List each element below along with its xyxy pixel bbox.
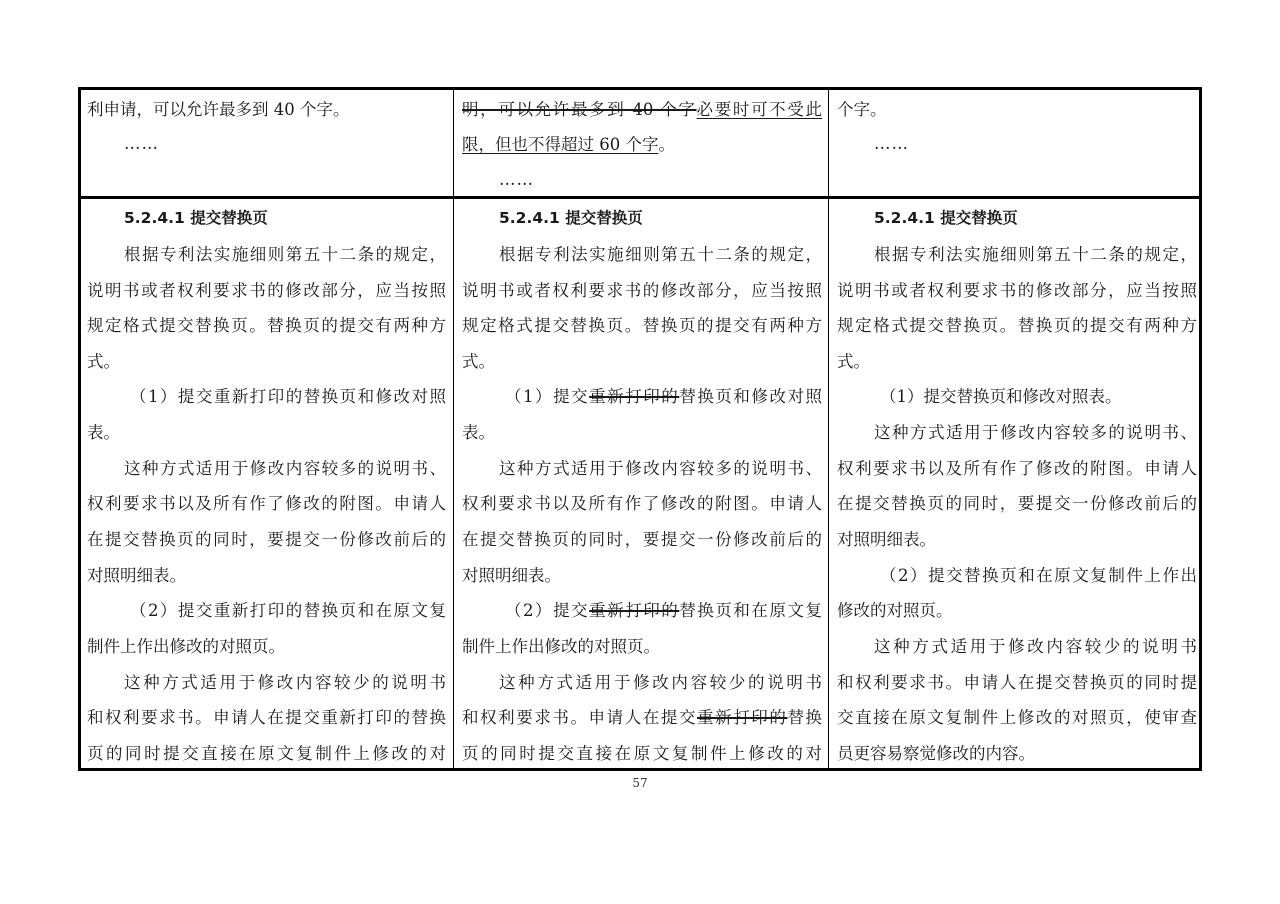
text-line: 利申请，可以允许最多到 40 个字。: [87, 100, 350, 119]
text-line: 权利要求书以及所有作了修改的附图。申请人: [87, 494, 446, 513]
text-line: 权利要求书以及所有作了修改的附图。申请人: [837, 459, 1197, 478]
ellipsis: ……: [499, 170, 534, 189]
text-line: 根据专利法实施细则第五十二条的规定，: [124, 245, 446, 264]
text-line: [462, 593, 822, 629]
ellipsis: ……: [124, 134, 159, 153]
text-line: [462, 127, 822, 163]
text-line: 这种方式适用于修改内容较少的说明书: [874, 637, 1197, 656]
text-line: [462, 700, 822, 736]
text-line: 交直接在原文复制件上修改的对照页，使审查: [837, 708, 1197, 727]
text-segment: 和权利要求书。申请人在提交: [462, 708, 698, 727]
text-line: 页的同时提交直接在原文复制件上修改的对: [462, 744, 822, 763]
comparison-table: [78, 87, 1202, 771]
text-line: 制件上作出修改的对照页。: [87, 637, 285, 656]
text-segment: （1）提交: [505, 387, 590, 406]
text-line: 制件上作出修改的对照页。: [462, 637, 660, 656]
ellipsis: ……: [874, 134, 909, 153]
column-divider-1: [453, 90, 454, 768]
top-cell-col3: [837, 90, 1197, 194]
text-line: （1）提交重新打印的替换页和修改对照: [130, 387, 446, 406]
text-line: 在提交替换页的同时，要提交一份修改前后的: [462, 530, 822, 549]
text-line: 这种方式适用于修改内容较少的说明书: [499, 673, 822, 692]
struck-text: 重新打印的: [589, 601, 680, 620]
text-line: （2）提交重新打印的替换页和在原文复: [130, 601, 446, 620]
text-line: 说明书或者权利要求书的修改部分，应当按照: [837, 281, 1197, 300]
section-heading: 5.2.4.1 提交替换页: [499, 209, 643, 227]
text-line: （1）提交替换页和修改对照表。: [880, 387, 1122, 406]
top-cell-col1: [87, 90, 445, 194]
text-line: 规定格式提交替换页。替换页的提交有两种方: [462, 316, 822, 335]
cell-col1: [87, 199, 446, 769]
text-segment: （2）提交: [505, 601, 590, 620]
text-line: 规定格式提交替换页。替换页的提交有两种方: [837, 316, 1197, 335]
text-line: 根据专利法实施细则第五十二条的规定，: [499, 245, 822, 264]
text-segment: 替换页和在原文复: [679, 601, 822, 620]
page-number: 57: [632, 776, 648, 790]
text-line: 说明书或者权利要求书的修改部分，应当按照: [462, 281, 822, 300]
text-segment: 替换: [787, 708, 822, 727]
text-line: 这种方式适用于修改内容较多的说明书、: [499, 459, 822, 478]
text-line: 在提交替换页的同时，要提交一份修改前后的: [87, 530, 446, 549]
section-heading: 5.2.4.1 提交替换页: [874, 209, 1018, 227]
text-segment: 替换页和修改对照: [679, 387, 822, 406]
text-line: [462, 92, 822, 128]
text-line: 说明书或者权利要求书的修改部分，应当按照: [87, 281, 446, 300]
column-divider-2: [828, 90, 829, 768]
top-cell-col2: [462, 90, 822, 194]
text-line: （2）提交替换页和在原文复制件上作出: [880, 566, 1197, 585]
struck-text: 明，可以允许最多到 40 个字: [462, 100, 697, 119]
text-line: 个字。: [837, 100, 887, 119]
text-line: 式。: [87, 352, 120, 371]
text-line: 页的同时提交直接在原文复制件上修改的对: [87, 744, 446, 763]
text-line: 对照明细表。: [87, 566, 186, 585]
text-line: 权利要求书以及所有作了修改的附图。申请人: [462, 494, 822, 513]
text-line: 表。: [87, 423, 120, 442]
inserted-text: 必要时可不受此: [696, 100, 822, 119]
inserted-text: 限，但也不得超过 60 个字: [462, 135, 659, 154]
text-line: 表。: [462, 423, 495, 442]
struck-text: 重新打印的: [589, 387, 680, 406]
section-heading: 5.2.4.1 提交替换页: [124, 209, 268, 227]
text-tail: 。: [658, 135, 675, 154]
text-line: 和权利要求书。申请人在提交重新打印的替换: [87, 708, 446, 727]
struck-text: 重新打印的: [697, 708, 788, 727]
text-line: 根据专利法实施细则第五十二条的规定，: [874, 245, 1197, 264]
text-line: [462, 379, 822, 415]
cell-col2: [462, 199, 822, 769]
text-line: 在提交替换页的同时，要提交一份修改前后的: [837, 494, 1197, 513]
text-line: 和权利要求书。申请人在提交替换页的同时提: [837, 673, 1197, 692]
text-line: 这种方式适用于修改内容较多的说明书、: [874, 423, 1197, 442]
text-line: 员更容易察觉修改的内容。: [837, 744, 1035, 763]
text-line: 式。: [837, 352, 870, 371]
text-line: 对照明细表。: [837, 530, 936, 549]
text-line: 式。: [462, 352, 495, 371]
text-line: 这种方式适用于修改内容较多的说明书、: [124, 459, 446, 478]
cell-col3: [837, 199, 1197, 769]
text-line: 规定格式提交替换页。替换页的提交有两种方: [87, 316, 446, 335]
text-line: 修改的对照页。: [837, 601, 953, 620]
text-line: 对照明细表。: [462, 566, 561, 585]
text-line: 这种方式适用于修改内容较少的说明书: [124, 673, 446, 692]
